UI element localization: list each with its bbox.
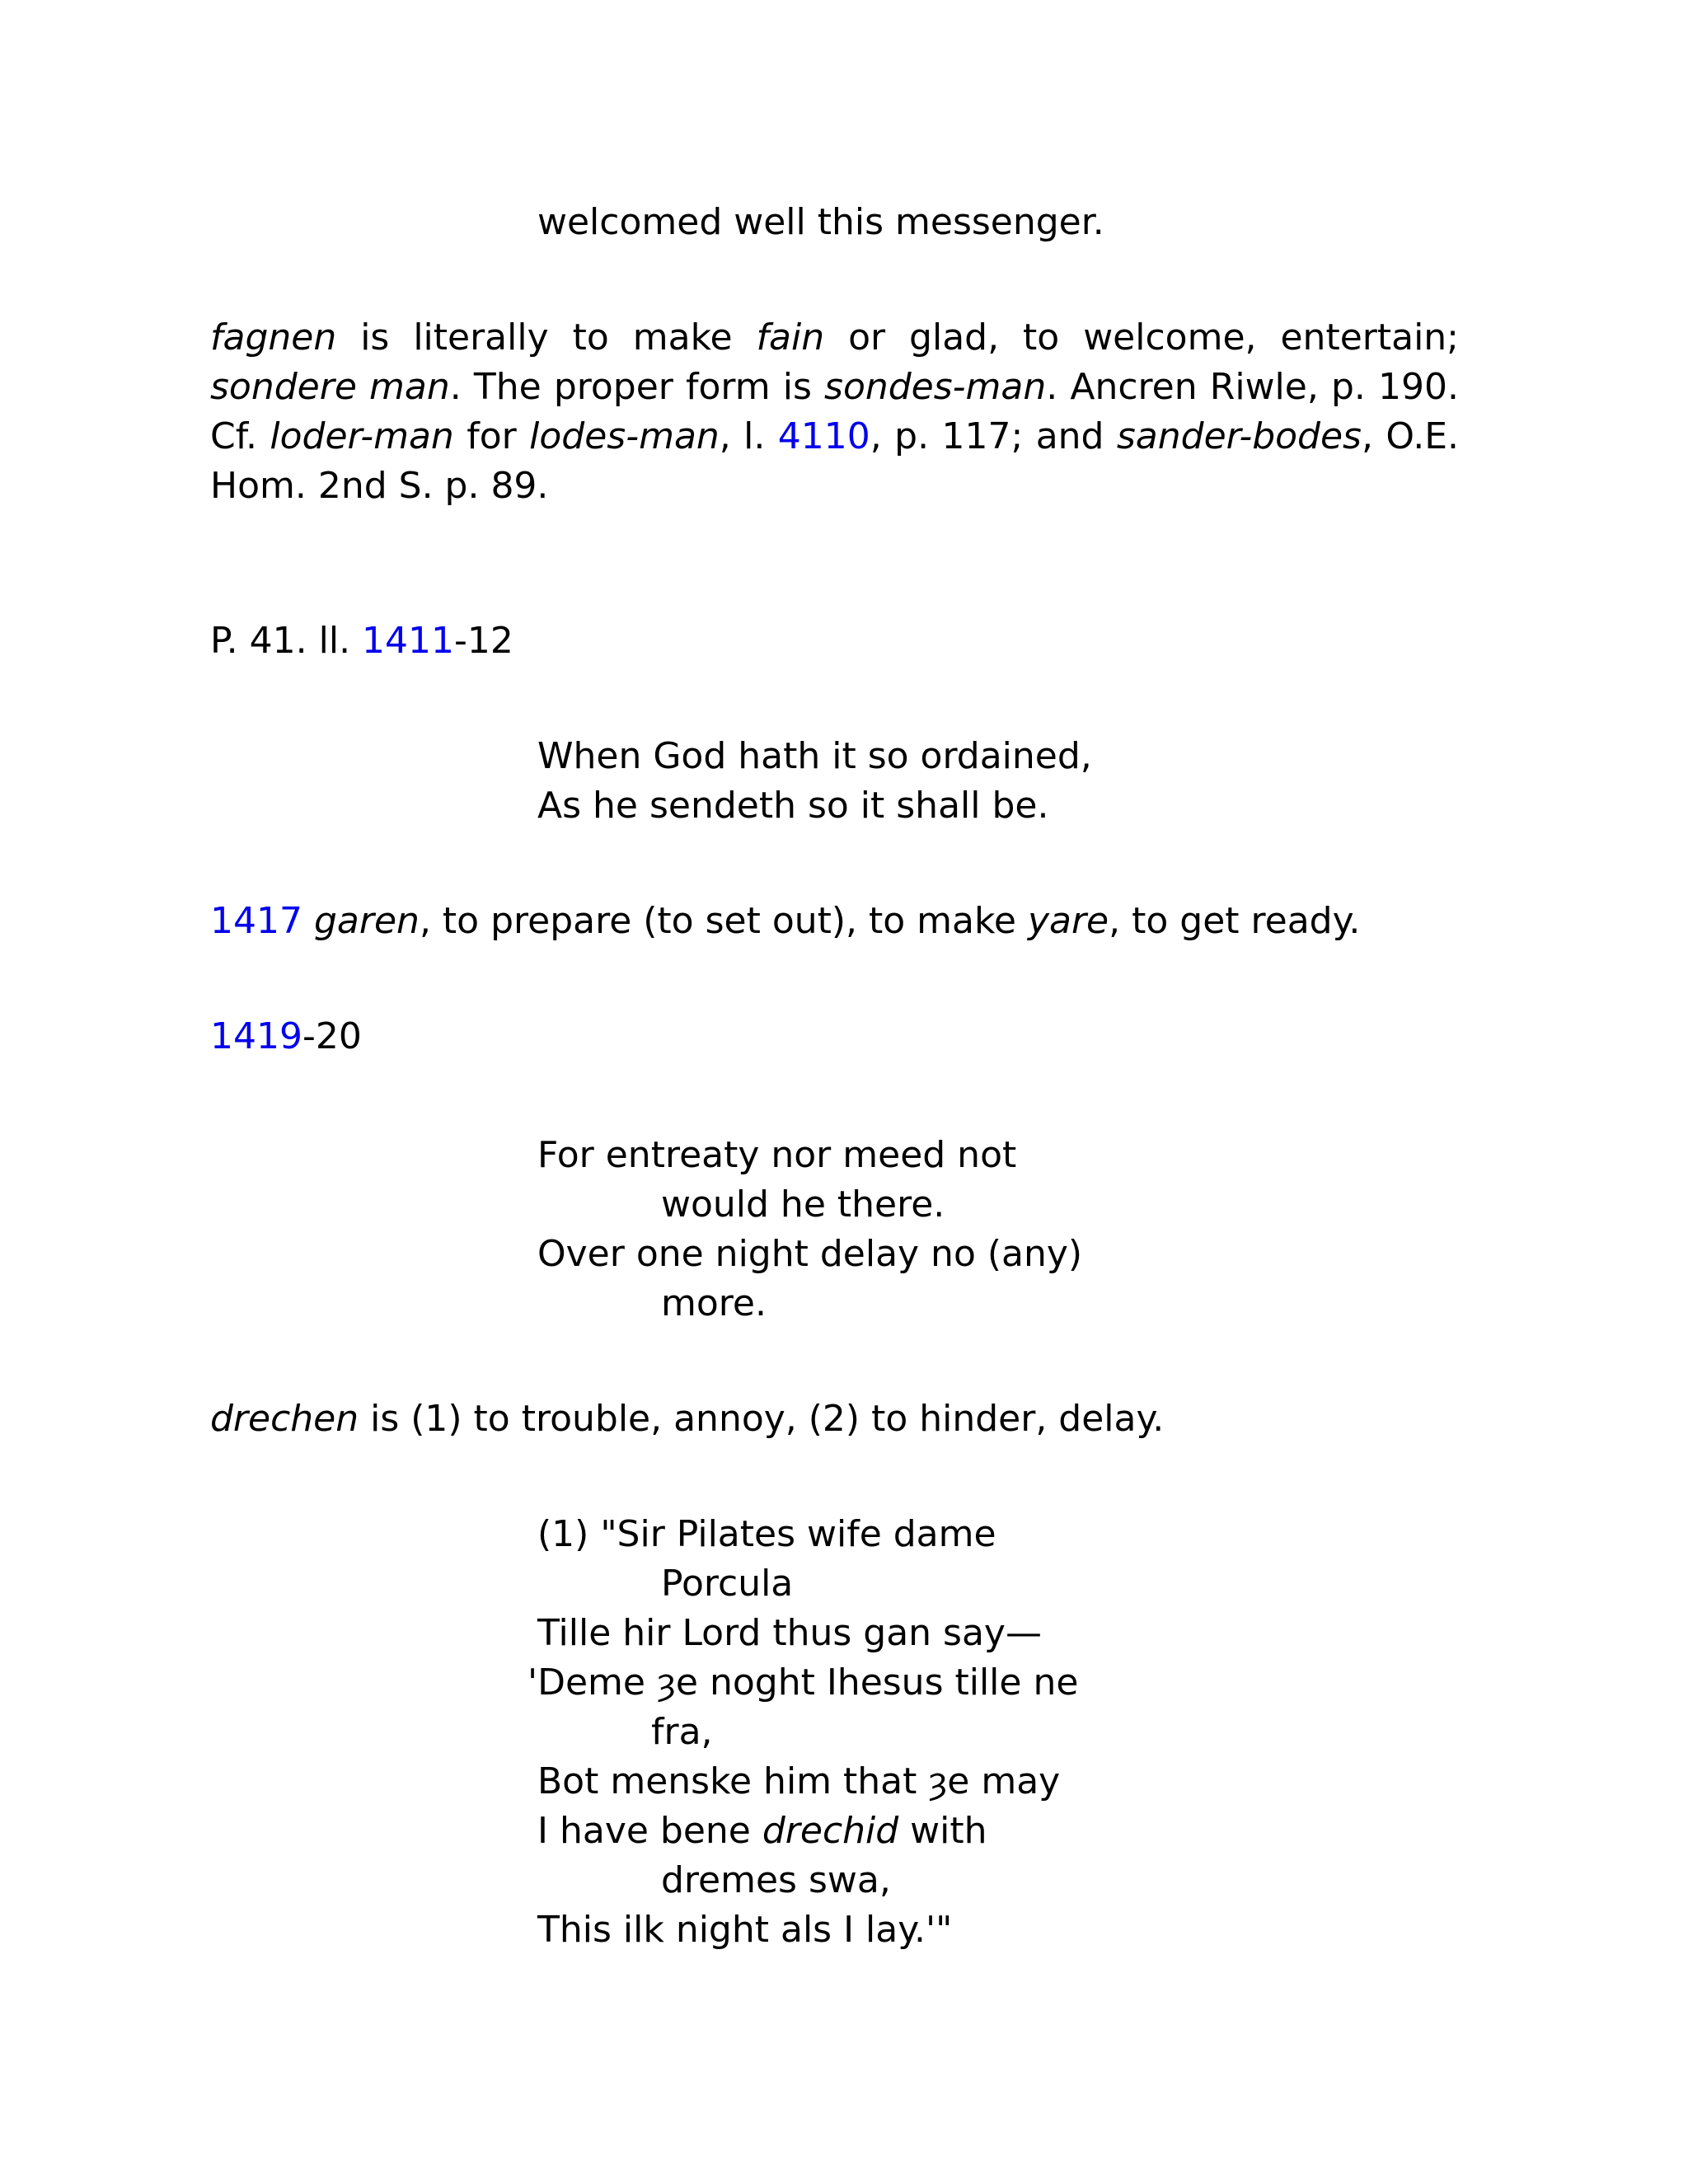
- note-fagnen: [210, 313, 1459, 511]
- note-line: sondere man. The proper form is sondes-man. Ancren Riwle, p. 190.: [210, 366, 1459, 408]
- line-reference-link[interactable]: 1417: [210, 900, 302, 942]
- note-line: fagnen is literally to make fain or glad, to welcome, entertain;: [210, 316, 1460, 359]
- verse-line: welcomed well this messenger.: [537, 201, 1104, 243]
- note-drechen: drechen is (1) to trouble, annoy, (2) to hinder, delay.: [210, 1398, 1165, 1440]
- headword: fagnen: [210, 316, 337, 359]
- verse-line: For entreaty nor meed not: [537, 1134, 1017, 1176]
- entry-heading: P. 41. ll. 1411-12: [210, 620, 513, 662]
- line-reference-link[interactable]: 4110: [777, 415, 870, 457]
- verse-line: I have bene drechid with: [537, 1810, 987, 1852]
- note-line: Hom. 2nd S. p. 89.: [210, 465, 549, 507]
- verse-line: fra,: [651, 1711, 713, 1753]
- verse-line: Tille hir Lord thus gan say—: [537, 1612, 1042, 1654]
- verse-line: Porcula: [661, 1563, 794, 1605]
- entry-heading: 1419-20: [210, 1015, 362, 1057]
- verse-line: would he there.: [661, 1183, 945, 1226]
- line-reference-link[interactable]: 1419: [210, 1015, 302, 1057]
- verse-line: (1) "Sir Pilates wife dame: [537, 1513, 996, 1555]
- verse-line: dremes swa,: [661, 1859, 891, 1901]
- note-1417: 1417 garen, to prepare (to set out), to make yare, to get ready.: [210, 900, 1361, 942]
- verse-line: Over one night delay no (any): [537, 1233, 1083, 1275]
- verse-line: This ilk night als I lay.'": [537, 1909, 953, 1951]
- note-line: Cf. loder-man for lodes-man, l. 4110, p. 117; and sander-bodes, O.E.: [210, 415, 1459, 457]
- verse-line: As he sendeth so it shall be.: [537, 785, 1049, 827]
- line-reference-link[interactable]: 1411: [362, 620, 455, 662]
- verse-line: When God hath it so ordained,: [537, 735, 1092, 777]
- verse-line: Bot menske him that ȝe may: [537, 1760, 1061, 1802]
- verse-line: 'Deme ȝe noght Ihesus tille ne: [528, 1661, 1079, 1704]
- verse-line: more.: [661, 1282, 767, 1324]
